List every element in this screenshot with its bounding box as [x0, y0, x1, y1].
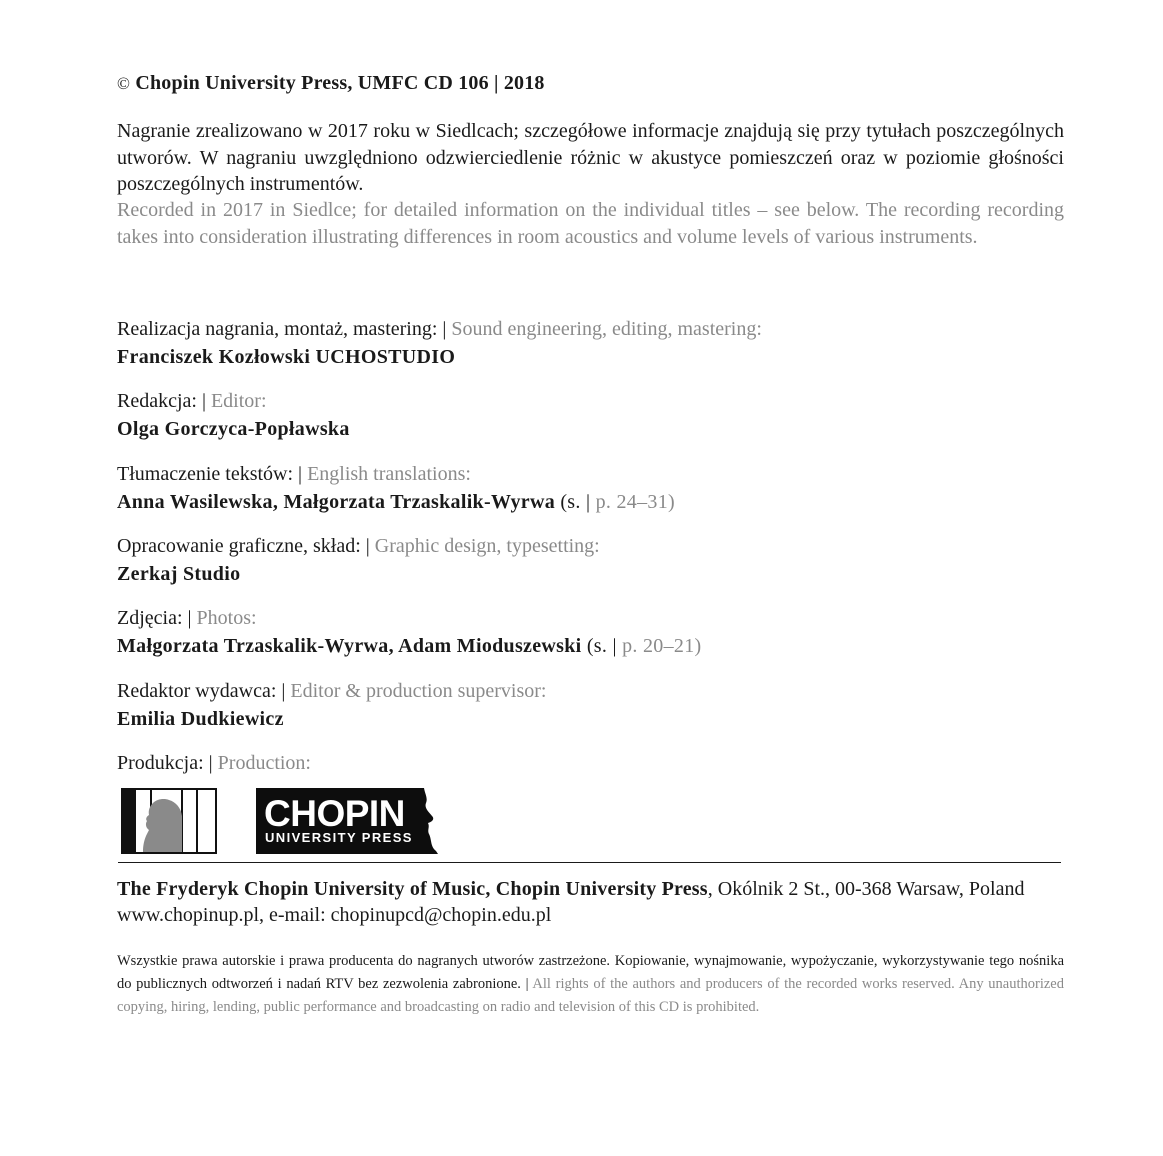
publisher-address — [117, 876, 1064, 928]
copyright-symbol: © — [117, 74, 131, 93]
production-label-pl: Produkcja: | — [117, 752, 218, 774]
publisher-name: The Fryderyk Chopin University of Music, Chopin University Press — [117, 878, 708, 900]
credit-sound-engineering — [117, 316, 1064, 372]
credit-name: Anna Wasilewska, Małgorzata Trzaskalik-Wyrwa — [117, 491, 556, 513]
credit-name: Franciszek Kozłowski UCHOSTUDIO — [117, 346, 456, 368]
rights-notice — [117, 950, 1064, 1019]
chopin-university-press-logo — [256, 788, 438, 854]
copyright-text: Chopin University Press, UMFC CD 106 | 2018 — [135, 72, 545, 94]
divider — [118, 862, 1061, 863]
rights-notice-pl: Wszystkie prawa autorskie i prawa producenta do nagranych utworów zastrzeżone. Kopiowanie, wynajmowanie, wypożyczanie, wykorzystywanie tego nośnika do publicznych odtworzeń i nadań RTV bez zezwolenia zabronione. | — [117, 953, 1064, 992]
credit-label-en: Sound engineering, editing, mastering: — [451, 318, 762, 340]
credit-pages-en: p. 20–21) — [622, 635, 702, 657]
credit-label-en: Graphic design, typesetting: — [374, 535, 600, 557]
credit-production-supervisor — [117, 678, 1064, 734]
logo-chopin-text: CHOPIN — [264, 793, 405, 834]
credit-name: Zerkaj Studio — [117, 563, 241, 585]
production-label-en: Production: — [217, 752, 311, 774]
credit-production — [117, 750, 1064, 776]
credit-graphic-design — [117, 533, 1064, 589]
credit-label-pl: Tłumaczenie tekstów: | — [117, 463, 308, 485]
credit-pages-pl: (s. | — [581, 635, 623, 657]
recording-info-en: Recorded in 2017 in Siedlce; for detailed information on the individual titles – see below. The recording recording takes into consideration illustrating differences in room acoustics and volume levels of various instruments. — [117, 199, 1064, 248]
credit-name: Olga Gorczyca-Popławska — [117, 418, 350, 440]
credit-pages-en: p. 24–31) — [595, 491, 675, 513]
producer-logos — [117, 788, 1064, 854]
credit-name: Emilia Dudkiewicz — [117, 708, 284, 730]
credit-label-pl: Opracowanie graficzne, skład: | — [117, 535, 375, 557]
recording-info-pl: Nagranie zrealizowano w 2017 roku w Siedlcach; szczegółowe informacje znajdują się przy tytułach poszczególnych utworów. W nagraniu uwzględniono odzwierciedlenie różnic w akustyce pomieszczeń oraz w poziomie głośności poszczególnych instrumentów. — [117, 120, 1064, 195]
publisher-contact: www.chopinup.pl, e-mail: chopinupcd@chopin.edu.pl — [117, 904, 552, 926]
credit-editor — [117, 388, 1064, 444]
credit-label-en: English translations: — [307, 463, 471, 485]
publisher-street: , Okólnik 2 St., 00-368 Warsaw, Poland — [707, 878, 1025, 900]
credit-label-pl: Zdjęcia: | — [117, 607, 197, 629]
credit-translations — [117, 461, 1064, 517]
credit-label-en: Editor & production supervisor: — [290, 680, 547, 702]
credit-label-pl: Redakcja: | — [117, 390, 211, 412]
credit-pages-pl: (s. | — [555, 491, 596, 513]
copyright-line — [117, 72, 545, 95]
credit-label-en: Editor: — [210, 390, 267, 412]
logo-university-press-text: UNIVERSITY PRESS — [265, 830, 413, 845]
rights-notice-en: All rights of the authors and producers of the recorded works reserved. Any unauthorized copying, hiring, lending, public performance and broadcasting on radio and television of this CD is prohibited. — [117, 976, 1064, 1015]
credit-photos — [117, 605, 1064, 661]
credit-name: Małgorzata Trzaskalik-Wyrwa, Adam Mioduszewski — [117, 635, 582, 657]
credit-label-en: Photos: — [196, 607, 257, 629]
credit-label-pl: Realizacja nagrania, montaż, mastering: | — [117, 318, 452, 340]
umfc-logo — [121, 788, 217, 854]
credit-label-pl: Redaktor wydawca: | — [117, 680, 291, 702]
